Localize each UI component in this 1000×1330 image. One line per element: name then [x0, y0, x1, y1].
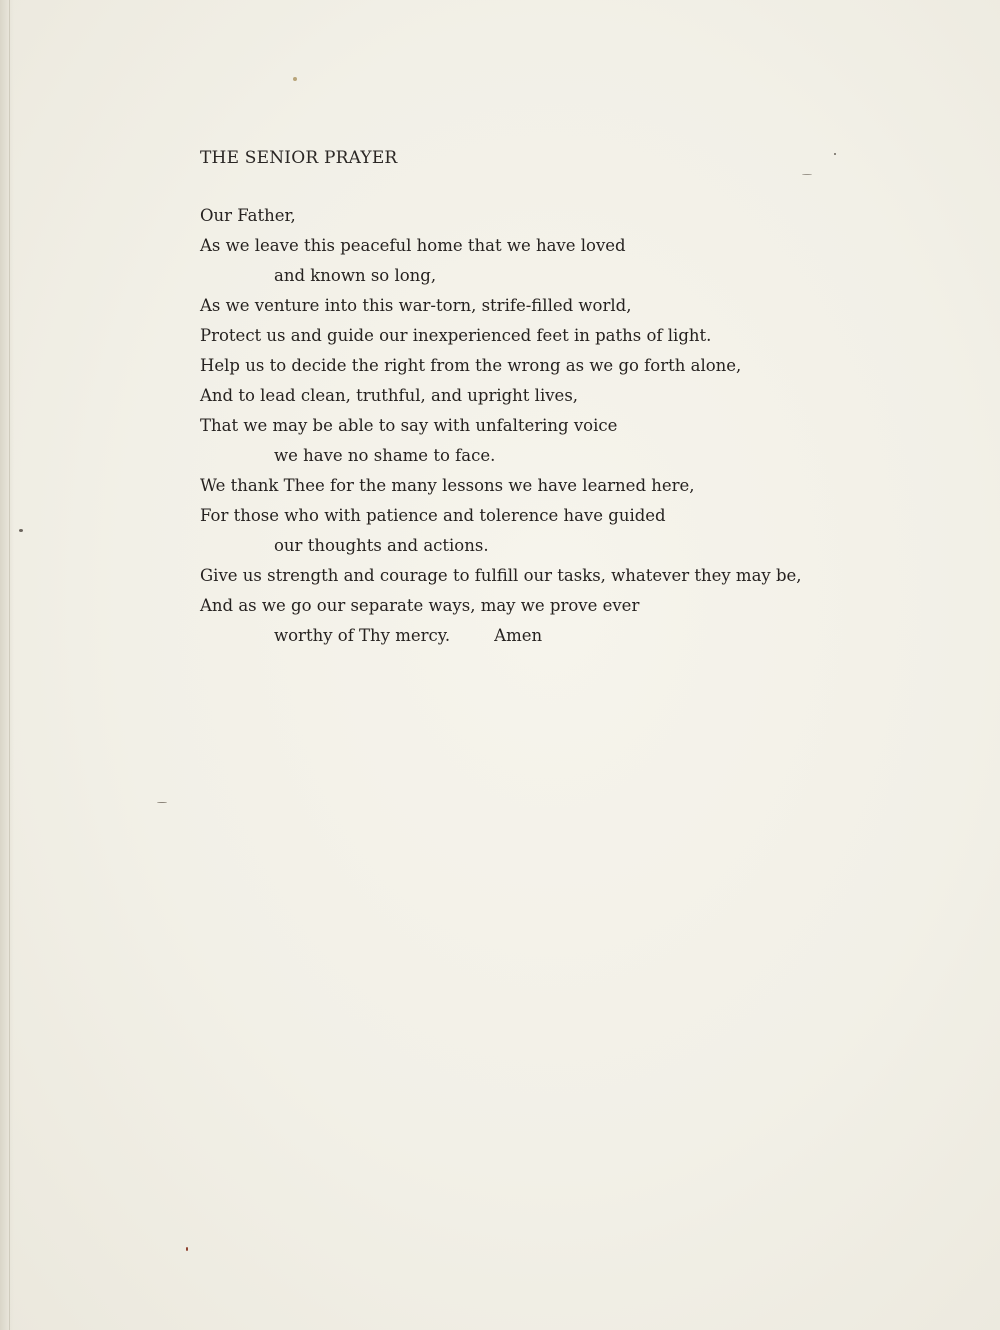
prayer-line-continuation: and known so long, — [274, 266, 437, 285]
prayer-text — [200, 201, 802, 651]
prayer-line-text: worthy of Thy mercy. — [274, 626, 451, 645]
page-title: THE SENIOR PRAYER — [200, 148, 398, 168]
paper-speck — [834, 153, 836, 155]
prayer-line: Our Father, — [200, 206, 296, 225]
prayer-line: For those who with patience and tolerence have guided — [200, 506, 666, 525]
prayer-line: And as we go our separate ways, may we prove ever — [200, 596, 640, 615]
prayer-line: That we may be able to say with unfaltering voice — [200, 416, 618, 435]
amen-closing: Amen — [494, 626, 543, 645]
paper-speck — [293, 77, 297, 81]
prayer-line: We thank Thee for the many lessons we have learned here, — [200, 476, 695, 495]
prayer-line: Help us to decide the right from the wrong as we go forth alone, — [200, 356, 742, 375]
page-binding-edge — [0, 0, 14, 1330]
prayer-line: Give us strength and courage to fulfill our tasks, whatever they may be, — [200, 566, 802, 585]
paper-speck — [157, 802, 167, 803]
paper-speck — [186, 1247, 188, 1251]
prayer-line: Protect us and guide our inexperienced feet in paths of light. — [200, 326, 712, 345]
prayer-line: As we leave this peaceful home that we have loved — [200, 236, 626, 255]
prayer-line: And to lead clean, truthful, and upright lives, — [200, 386, 579, 405]
prayer-final-line — [200, 621, 802, 651]
paper-speck — [802, 174, 812, 175]
prayer-line-continuation: we have no shame to face. — [274, 446, 496, 465]
paper-speck — [19, 529, 23, 532]
prayer-line: As we venture into this war-torn, strife-filled world, — [200, 296, 632, 315]
prayer-line-continuation: our thoughts and actions. — [274, 536, 489, 555]
